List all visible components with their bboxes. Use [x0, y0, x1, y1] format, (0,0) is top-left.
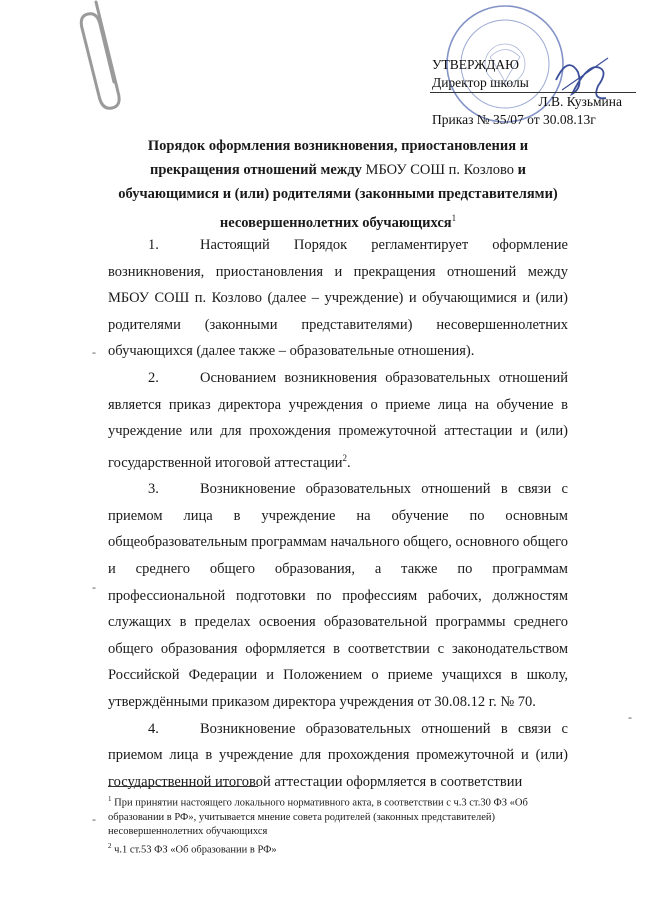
paragraph-text: Настоящий Порядок регламентирует оформление возникновения, приостановления и прекращения отношений между МБОУ СОШ п. Козлово (далее – учреждение) и обучающимися и (или) родителями (законными представителями) несовершеннолетних обучающихся (далее также – образовательные отношения).	[108, 237, 568, 360]
paragraph-number: 2.	[148, 369, 159, 386]
footnote-2	[108, 839, 578, 858]
paragraph-1	[108, 232, 568, 365]
footnote-text: ч.1 ст.53 ФЗ «Об образовании в РФ»	[111, 844, 277, 855]
title-footnote-ref: 1	[451, 213, 457, 223]
approval-heading: УТВЕРЖДАЮ	[432, 57, 520, 72]
approval-block	[430, 56, 640, 129]
document-body	[108, 232, 568, 795]
scan-speck: -	[628, 710, 632, 724]
paragraph-number: 1.	[148, 237, 159, 253]
paperclip-icon	[78, 0, 130, 110]
approval-signer: Л.В. Кузьмина	[430, 92, 636, 111]
title-part-1: Порядок оформления возникновения, приостановления и прекращения отношений между	[147, 138, 529, 178]
paragraph-4	[108, 716, 568, 796]
document-title	[108, 134, 568, 235]
title-part-3: и обучающимися и (или) родителями (законными представителями) несовершеннолетних обучающихся	[118, 162, 558, 231]
paragraph-text: Основанием возникновения образовательных отношений является приказ директора учреждения о приеме лица на обучение в учреждение или для прохождения промежуточной аттестации и (или) государственной итоговой аттестации	[108, 369, 568, 471]
footnote-number: 1	[108, 795, 112, 803]
paragraph-tail: .	[347, 454, 351, 471]
scan-speck: -	[92, 345, 96, 359]
approval-order: Приказ № 35/07 от 30.08.13г	[432, 112, 596, 127]
footnote-text: При принятии настоящего локального нормативного акта, в соответствии с ч.3 ст.30 ФЗ «Об образовании в РФ», учитывается мнение совета родителей (законных представителей) несовершеннолетних обучающихся	[108, 797, 528, 837]
footnote-separator	[108, 786, 258, 787]
paragraph-2	[108, 365, 568, 476]
scan-speck: -	[92, 580, 96, 594]
scan-speck: -	[92, 812, 96, 826]
paragraph-text: Возникновение образовательных отношений в связи с приемом лица в учреждение на обучение по основным общеобразовательным программам начального общего, основного общего и среднего общего образования, а также по программам профессиональной подготовки по профессиям рабочих, должностям служащих в пределах освоения образовательной программы среднего общего образования оформляется в соответствии с законодательством Российской Федерации и Положением о приеме учащихся в школу, утверждёнными приказом директора учреждения от 30.08.12 г. № 70.	[108, 481, 568, 710]
footnote-1	[108, 792, 578, 839]
footnote-ref: 2	[342, 452, 348, 463]
paragraph-number: 4.	[148, 720, 159, 737]
approval-position: Директор школы	[432, 75, 529, 90]
paragraph-3	[108, 476, 568, 715]
footnotes	[108, 792, 578, 857]
paragraph-text: Возникновение образовательных отношений в связи с приемом лица в учреждение для прохождения промежуточной и (или) государственной итоговой аттестации оформляется в соответствии	[108, 720, 568, 790]
title-school-name: МБОУ СОШ п. Козлово	[361, 162, 518, 178]
footnote-number: 2	[108, 841, 112, 850]
paragraph-number: 3.	[148, 481, 159, 498]
